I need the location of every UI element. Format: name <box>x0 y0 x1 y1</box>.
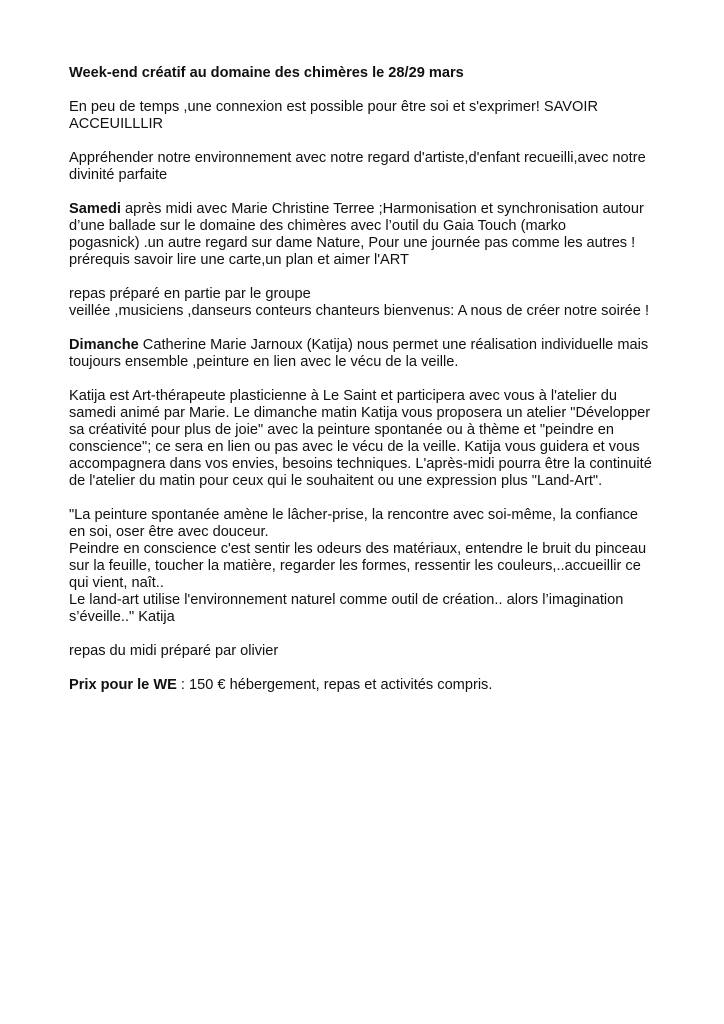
document-page <box>69 65 659 711</box>
katija-bio-line: samedi animé par Marie. Le dimanche matin Katija vous proposera un atelier "Développer <box>69 405 651 421</box>
sunday-line: toujours ensemble ,peinture en lien avec le vécu de la veille. <box>69 354 459 370</box>
intro-line: En peu de temps ,une connexion est possible pour être soi et s'exprimer! SAVOIR <box>69 99 598 115</box>
sunday-first-line-text: Catherine Marie Jarnoux (Katija) nous permet une réalisation individuelle mais <box>138 337 649 353</box>
saturday-first-line <box>69 201 659 218</box>
saturday-label: Samedi <box>69 201 121 217</box>
document-title <box>69 65 659 82</box>
katija-bio-paragraph <box>69 388 659 490</box>
meal-evening-line: veillée ,musiciens ,danseurs conteurs chanteurs bienvenus: A nous de créer notre soirée ! <box>69 303 650 319</box>
approach-line: divinité parfaite <box>69 167 168 183</box>
katija-bio-line: sa créativité pour plus de joie" avec la peinture spontanée ou à thème et "peindre en <box>69 422 615 438</box>
meal-evening-line: repas préparé en partie par le groupe <box>69 286 311 302</box>
quote-line: s’éveille.." Katija <box>69 609 175 625</box>
katija-bio-line: de l'atelier du matin pour ceux qui le souhaitent ou une expression plus "Land-Art". <box>69 473 603 489</box>
quote-line: Peindre en conscience c'est sentir les odeurs des matériaux, entendre le bruit du pinceau <box>69 541 647 557</box>
quote-line: "La peinture spontanée amène le lâcher-prise, la rencontre avec soi-même, la confiance <box>69 507 638 523</box>
approach-paragraph <box>69 150 659 184</box>
sunday-label: Dimanche <box>69 337 139 353</box>
quote-line: en soi, oser être avec douceur. <box>69 524 269 540</box>
quote-line: Le land-art utilise l'environnement naturel comme outil de création.. alors l’imagination <box>69 592 624 608</box>
saturday-paragraph <box>69 201 659 269</box>
saturday-line: prérequis savoir lire une carte,un plan et aimer l'ART <box>69 252 409 268</box>
katija-bio-line: accompagnera dans vos envies, besoins techniques. L'après-midi pourra être la continuité <box>69 456 652 472</box>
quote-line: qui vient, naît.. <box>69 575 164 591</box>
approach-line: Appréhender notre environnement avec notre regard d'artiste,d'enfant recueilli,avec notre <box>69 150 646 166</box>
sunday-first-line <box>69 337 659 354</box>
intro-line: ACCEUILLLIR <box>69 116 164 132</box>
saturday-first-line-text: après midi avec Marie Christine Terree ;Harmonisation et synchronisation autour <box>120 201 644 217</box>
intro-paragraph <box>69 99 659 133</box>
price-label: Prix pour le WE <box>69 677 177 693</box>
meal-evening-paragraph <box>69 286 659 320</box>
price-line <box>69 677 659 694</box>
saturday-line: pogasnick) .un autre regard sur dame Nature, Pour une journée pas comme les autres ! <box>69 235 636 251</box>
lunch-line: repas du midi préparé par olivier <box>69 643 279 659</box>
lunch-paragraph <box>69 643 659 660</box>
title-line: Week-end créatif au domaine des chimères le 28/29 mars <box>69 65 464 81</box>
price-paragraph <box>69 677 659 694</box>
katija-bio-line: conscience"; ce sera en lien ou pas avec le vécu de la veille. Katija vous guidera et vous <box>69 439 640 455</box>
katija-bio-line: Katija est Art-thérapeute plasticienne à Le Saint et participera avec vous à l'atelier du <box>69 388 617 404</box>
saturday-line: d’une ballade sur le domaine des chimères avec l’outil du Gaia Touch (marko <box>69 218 566 234</box>
quote-line: sur la feuille, toucher la matière, regarder les formes, ressentir les couleurs,..accueillir ce <box>69 558 641 574</box>
sunday-paragraph <box>69 337 659 371</box>
quote-paragraph <box>69 507 659 626</box>
price-text: : 150 € hébergement, repas et activités compris. <box>176 677 493 693</box>
